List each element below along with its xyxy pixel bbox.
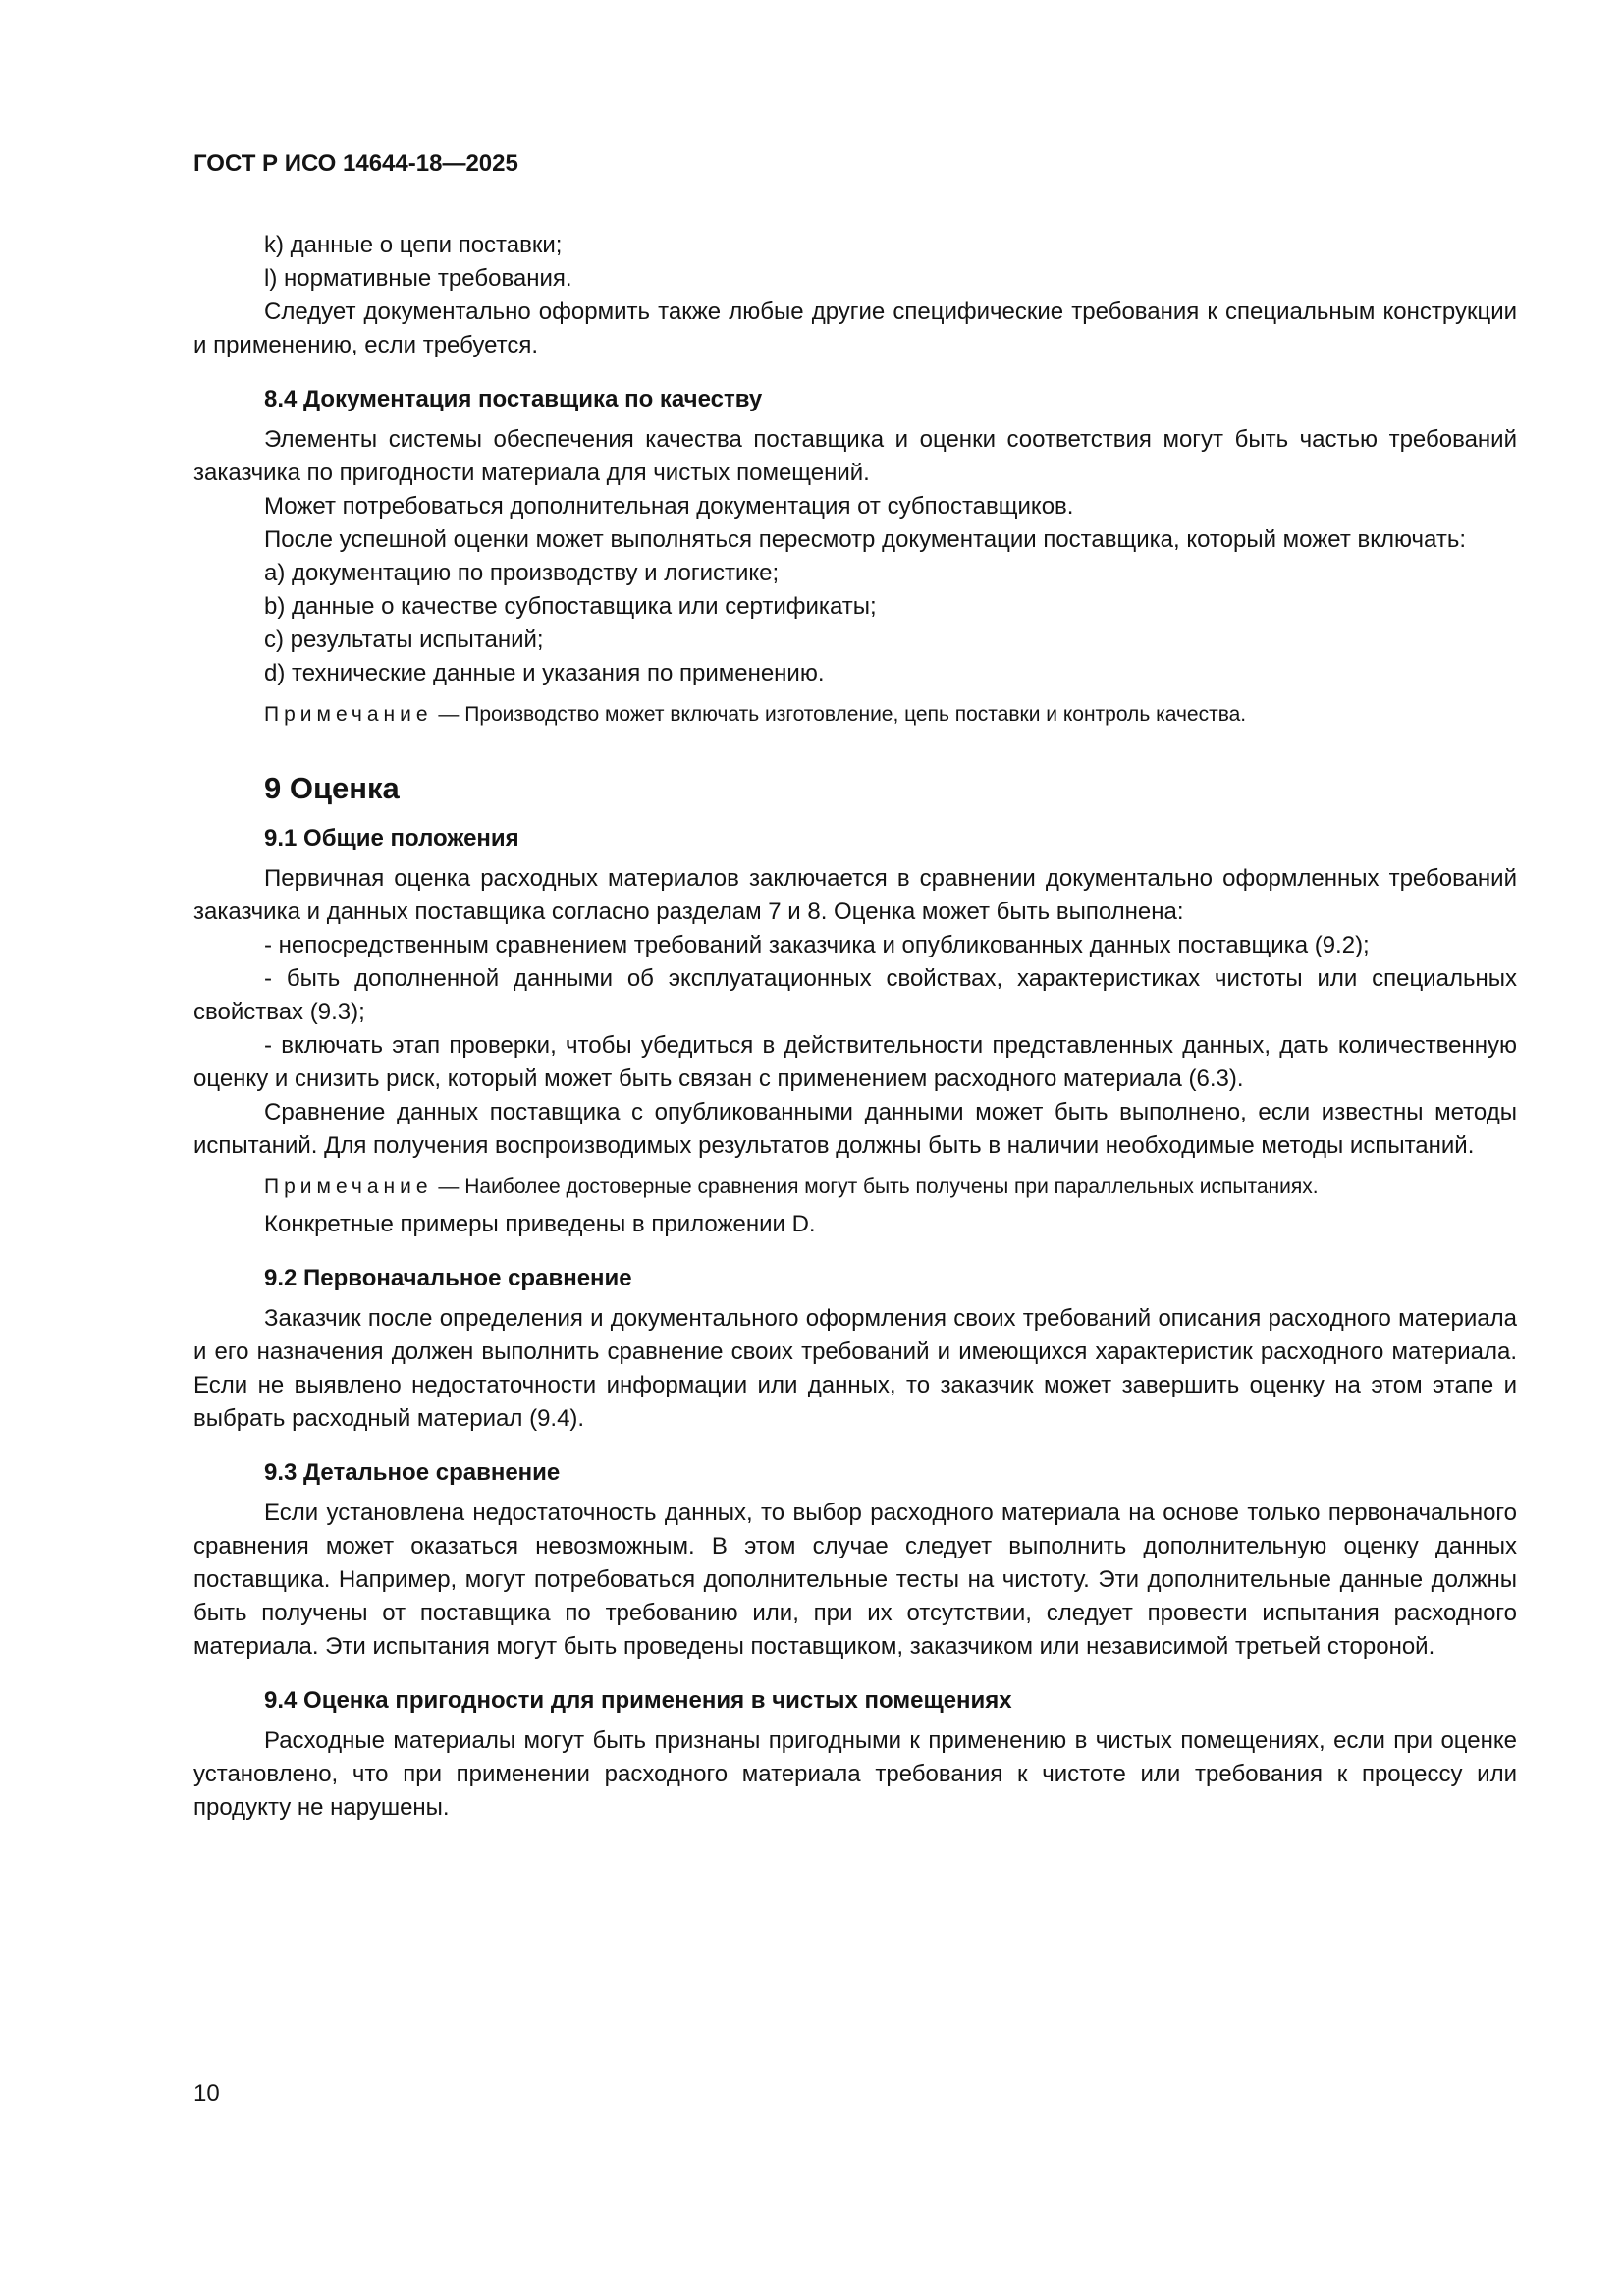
note-text: — Производство может включать изготовление, цепь поставки и контроль качества. <box>432 703 1247 726</box>
dash-list-item: - быть дополненной данными об эксплуатационных свойствах, характеристиках чистоты или специальных свойствах (9.3); <box>193 965 1517 1025</box>
paragraph: После успешной оценки может выполняться пересмотр документации поставщика, который может включать: <box>264 526 1466 553</box>
page-content <box>193 229 1517 1825</box>
list-item: d) технические данные и указания по применению. <box>264 660 825 686</box>
list-item: k) данные о цепи поставки; <box>264 232 563 258</box>
dash-list-item: - включать этап проверки, чтобы убедиться в действительности представленных данных, дать количественную оценку и снизить риск, который может быть связан с применением расходного материала (6.3). <box>193 1032 1517 1092</box>
paragraph: Конкретные примеры приведены в приложении D. <box>264 1211 816 1237</box>
list-item: c) результаты испытаний; <box>264 627 544 653</box>
list-item: l) нормативные требования. <box>264 265 572 292</box>
list-item: a) документацию по производству и логистике; <box>264 560 780 586</box>
section-heading-9-1: 9.1 Общие положения <box>264 825 519 851</box>
paragraph: Расходные материалы могут быть признаны пригодными к применению в чистых помещениях, если при оценке установлено, что при применении расходного материала требования к чистоте или требования к процессу или продукту не нарушены. <box>193 1727 1517 1821</box>
note <box>193 700 1517 730</box>
section-heading-9: 9 Оценка <box>264 771 400 805</box>
paragraph: Заказчик после определения и документального оформления своих требований описания расходного материала и его назначения должен выполнить сравнение своих требований и имеющихся характеристик расходного материала. Если не выявлено недостаточности информации или данных, то заказчик может завершить оценку на этом этапе и выбрать расходный материал (9.4). <box>193 1305 1517 1432</box>
paragraph: Может потребоваться дополнительная документация от субпоставщиков. <box>264 493 1074 519</box>
section-heading-9-4: 9.4 Оценка пригодности для применения в чистых помещениях <box>264 1687 1012 1714</box>
paragraph: Сравнение данных поставщика с опубликованными данными может быть выполнено, если известны методы испытаний. Для получения воспроизводимых результатов должны быть в наличии необходимые методы испытаний. <box>193 1099 1517 1159</box>
list-item: b) данные о качестве субпоставщика или сертификаты; <box>264 593 877 620</box>
paragraph: Первичная оценка расходных материалов заключается в сравнении документально оформленных требований заказчика и данных поставщика согласно разделам 7 и 8. Оценка может быть выполнена: <box>193 865 1517 925</box>
note <box>193 1173 1517 1202</box>
section-heading-8-4: 8.4 Документация поставщика по качеству <box>264 386 763 412</box>
section-heading-9-3: 9.3 Детальное сравнение <box>264 1459 561 1486</box>
note-label: Примечание <box>264 1175 433 1198</box>
paragraph: Следует документально оформить также любые другие специфические требования к специальным конструкции и применению, если требуется. <box>193 299 1517 358</box>
paragraph: Элементы системы обеспечения качества поставщика и оценки соответствия могут быть частью требований заказчика по пригодности материала для чистых помещений. <box>193 426 1517 486</box>
document-code-header: ГОСТ Р ИСО 14644-18—2025 <box>193 150 518 177</box>
note-label: Примечание <box>264 703 433 726</box>
section-heading-9-2: 9.2 Первоначальное сравнение <box>264 1265 632 1291</box>
note-text: — Наиболее достоверные сравнения могут быть получены при параллельных испытаниях. <box>432 1175 1319 1198</box>
paragraph: Если установлена недостаточность данных, то выбор расходного материала на основе только первоначального сравнения может оказаться невозможным. В этом случае следует выполнить дополнительную оценку данных поставщика. Например, могут потребоваться дополнительные тесты на чистоту. Эти дополнительные данные должны быть получены от поставщика по требованию или, при их отсутствии, следует провести испытания расходного материала. Эти испытания могут быть проведены поставщиком, заказчиком или независимой третьей стороной. <box>193 1500 1517 1660</box>
dash-list-item: - непосредственным сравнением требований заказчика и опубликованных данных поставщика (9.2); <box>264 932 1370 958</box>
page-number: 10 <box>193 2080 220 2106</box>
